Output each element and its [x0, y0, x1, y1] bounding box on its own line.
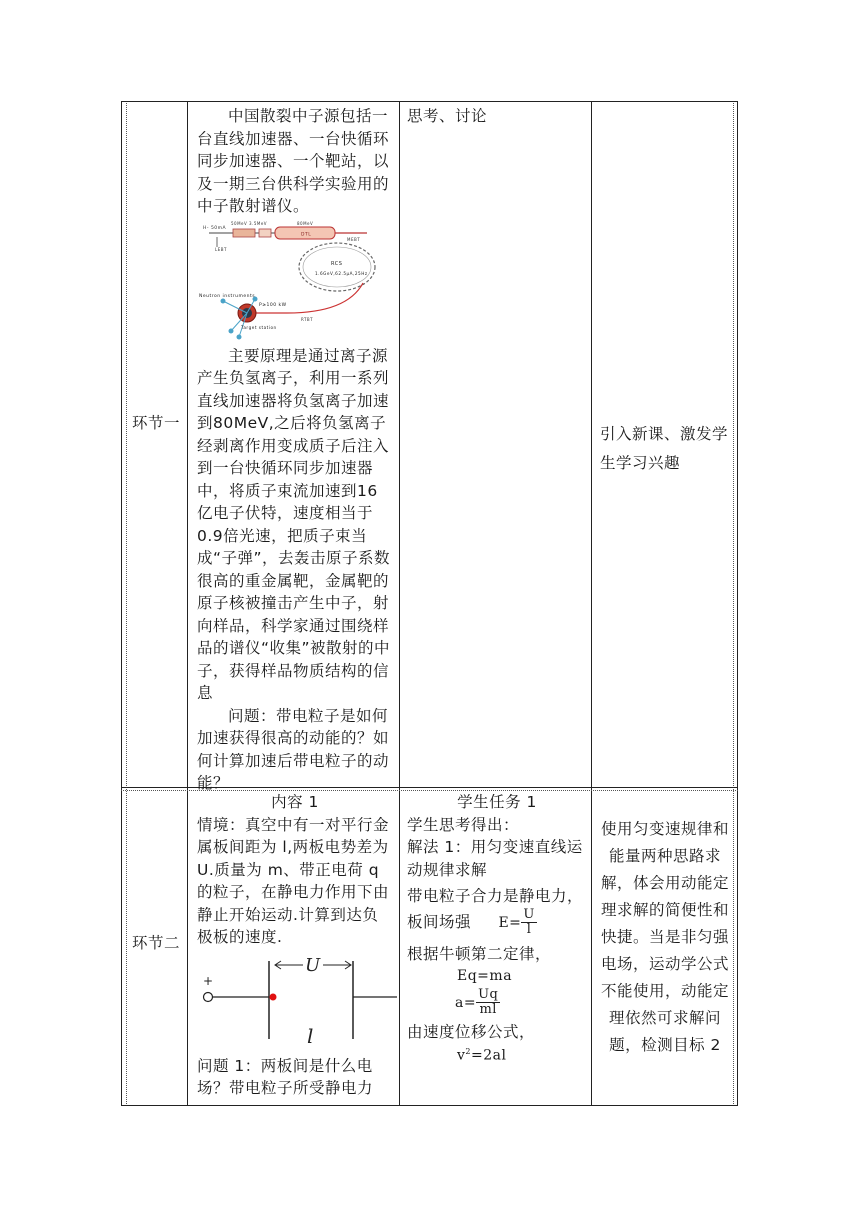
- row1-intro: 中国散裂中子源包括一台直线加速器、一台快循环同步加速器、一个靶站，以及一期三台供科学实验用的中子散射谱仪。: [197, 107, 390, 215]
- svg-text:RCS: RCS: [331, 260, 343, 267]
- equation-eq-ma: Eq=ma: [457, 968, 513, 984]
- student-line-5: 由速度位移公式，: [407, 1022, 536, 1041]
- row1-intent: 引入新课、激发学生学习兴趣: [600, 425, 729, 472]
- row2-scenario: 情境：真空中有一对平行金属板间距为 l,两板电势差为 U.质量为 m、带正电荷 q 的粒子，在静电力作用下由静止开始运动.计算到达负极板的速度.: [197, 815, 390, 946]
- equation-a: a= $\frac{Uq}{ml}$: [455, 986, 499, 1017]
- row2-intent: 使用匀变速规律和能量两种思路求解，体会用动能定理求解的简便性和快捷。当是非匀强电场，运动学公式不能使用，动能定理依然可求解问题，检测目标 2: [600, 820, 729, 1054]
- svg-text:P≥100 kW: P≥100 kW: [259, 302, 287, 308]
- svg-text:1.6GeV,62.5μA,25Hz: 1.6GeV,62.5μA,25Hz: [315, 270, 368, 276]
- student-line-2: 解法 1：用匀变速直线运动规律求解: [407, 838, 583, 879]
- field-fraction: $\frac{U}{l}$: [523, 906, 535, 937]
- equation-v2: $v^2=2al$: [457, 1047, 507, 1064]
- svg-text:RTBT: RTBT: [301, 316, 314, 322]
- row2-question: 问题 1：两板间是什么电场？带电粒子所受静电力: [197, 1056, 374, 1097]
- student-line-3: 带电粒子合力是静电力，板间场强 E= $\frac{U}{l}$: [407, 887, 584, 937]
- lesson-plan-table: [121, 101, 738, 1106]
- svg-text:Neutron instruments: Neutron instruments: [199, 293, 256, 299]
- svg-text:U: U: [305, 956, 321, 976]
- svg-text:LEBT: LEBT: [215, 246, 227, 252]
- svg-text:MEBT: MEBT: [347, 236, 361, 242]
- row1-principle: 主要原理是通过离子源产生负氢离子，利用一系列直线加速器将负氢离子加速到80MeV,之后将负氢离子经剥离作用变成质子后注入到一台快循环同步加速器中，将质子束流加速到16亿电子伏特，速度相当于0.9倍光速，把质子束当成“子弹”，去轰击原子系数很高的重金属靶，金属靶的原子核被撞击产生中子，射向样品，科学家通过围绕样品的谱仪“收集”被散射的中子，获得样品物质结构的信息: [197, 346, 391, 702]
- row1-content: [197, 105, 393, 795]
- svg-text:l: l: [307, 1023, 314, 1048]
- row1-label: 环节一: [131, 414, 180, 432]
- svg-text:Target station: Target station: [241, 324, 277, 330]
- student-line-4: 根据牛顿第二定律，: [407, 944, 552, 963]
- row2-student: [407, 791, 587, 1065]
- student-line-1: 学生思考得出：: [407, 815, 520, 834]
- svg-text:80MeV: 80MeV: [297, 220, 314, 226]
- row2-content-title: 内容 1: [271, 793, 319, 811]
- accelerator-figure: [197, 221, 393, 343]
- svg-text:50MeV 3.5MeV: 50MeV 3.5MeV: [231, 220, 268, 226]
- row1-student: 思考、讨论: [407, 107, 488, 125]
- row2-content: [197, 791, 393, 1100]
- svg-text:+: +: [203, 973, 214, 988]
- svg-text:DTL: DTL: [301, 232, 312, 237]
- row1-question: 问题：带电粒子是如何加速获得很高的动能的？如何计算加速后带电粒子的动能？: [197, 706, 390, 792]
- row2-student-title: 学生任务 1: [457, 793, 537, 811]
- row2-label: 环节二: [131, 934, 180, 952]
- svg-text:H- 50mA: H- 50mA: [203, 225, 227, 231]
- parallel-plates-diagram: [197, 957, 397, 1049]
